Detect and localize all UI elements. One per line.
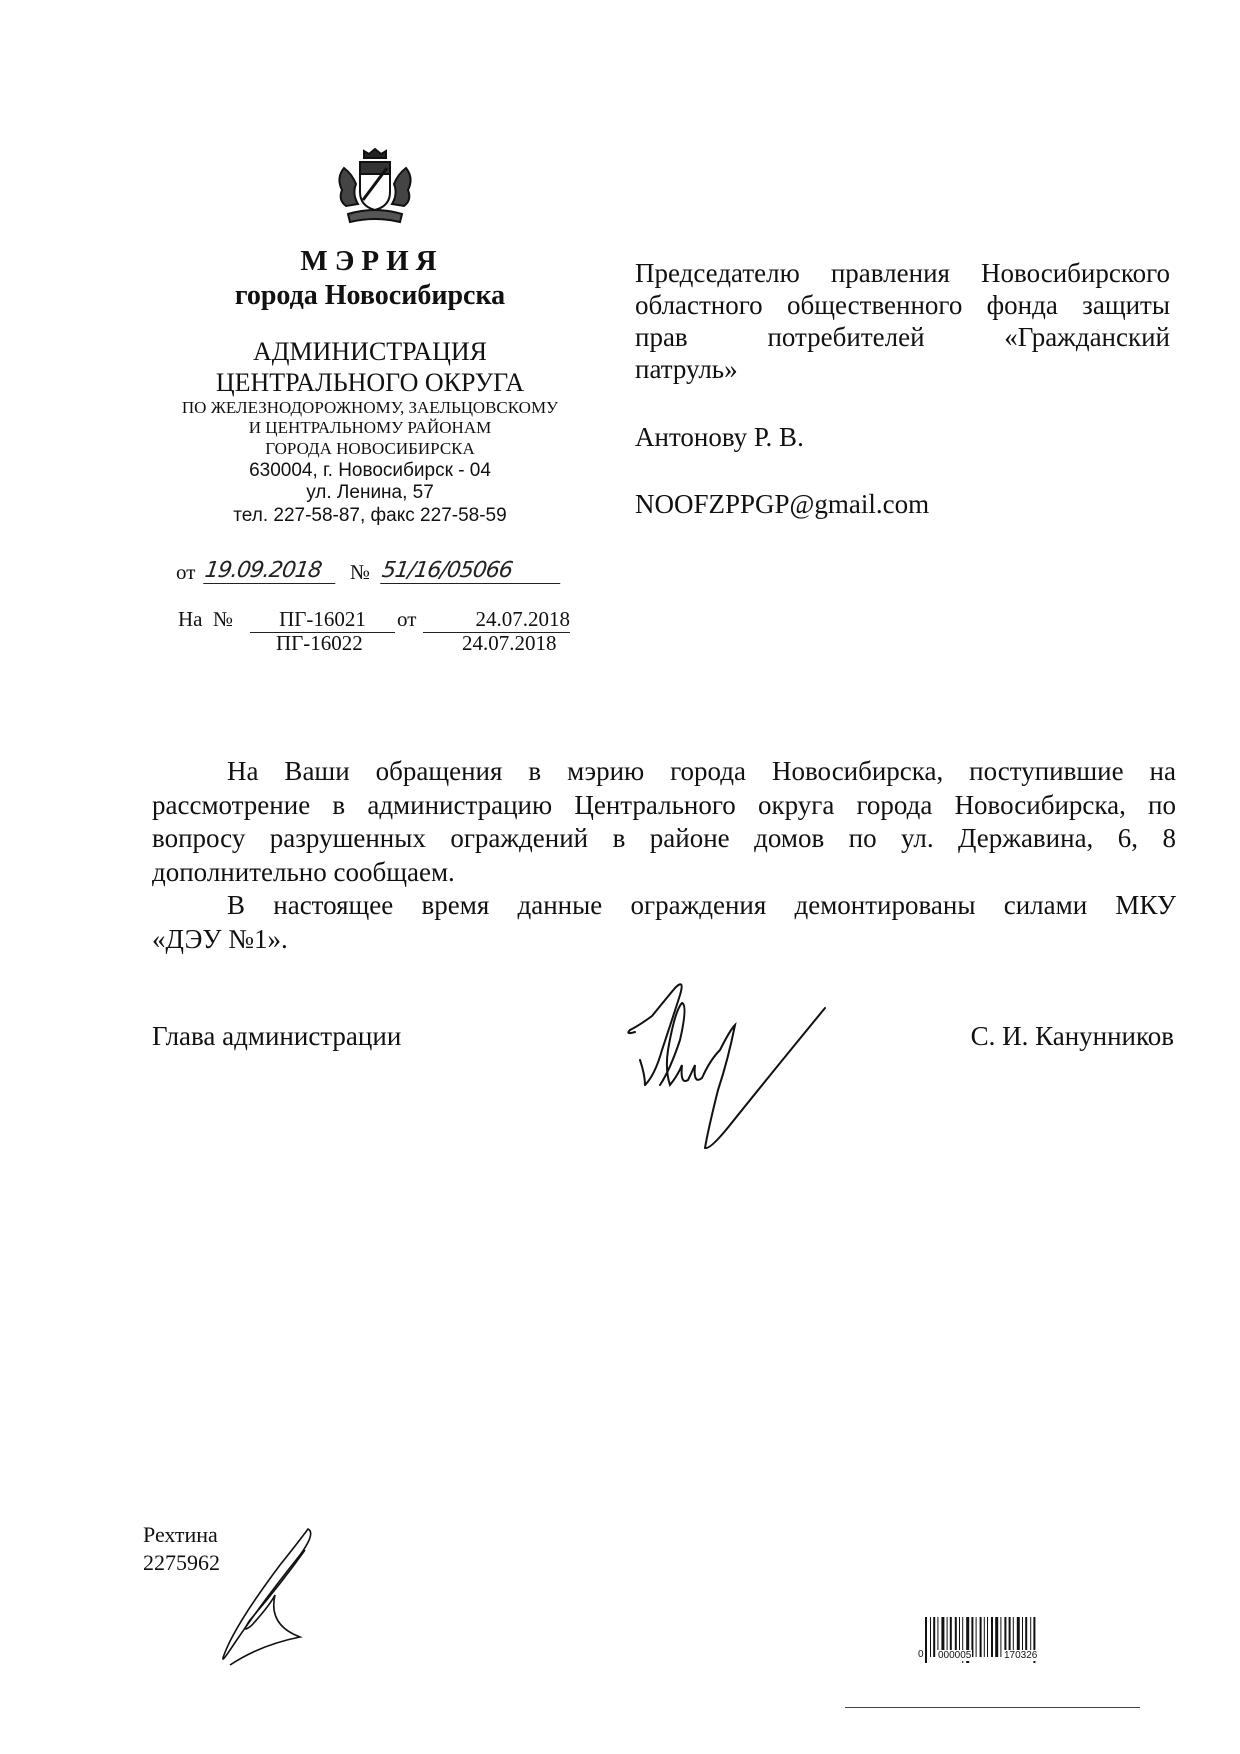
barcode-bar [984,1617,985,1657]
handwritten-signature [580,960,880,1180]
barcode-digits-right: 170326 [1004,1650,1038,1661]
addressee-email[interactable]: NOOFZPPGP@gmail.com [635,489,930,519]
barcode-bar [987,1617,988,1657]
reference-date-1: 24.07.2018 [423,607,570,633]
body-line: вопросу разрушенных ограждений в районе домов по ул. Державина, 6, 8 [152,823,1176,853]
outgoing-date: 19.09.2018 [203,558,339,584]
letter-body [152,755,1176,956]
reference-number-2: ПГ-16022 [276,631,363,655]
body-line: В настоящее время данные ограждения демонтированы силами МКУ [227,890,1176,920]
barcode-bar [1000,1617,1001,1657]
barcode-bar [925,1617,927,1663]
barcode-bar [930,1617,931,1657]
document-barcode [918,1617,1057,1663]
barcode-bar [995,1617,998,1657]
mayoralty-title: МЭРИЯ [300,245,444,277]
body-line: «ДЭУ №1». [152,923,288,954]
body-line: дополнительно сообщаем. [152,856,455,887]
addressee-block [635,257,1170,385]
mayoralty-city: города Новосибирска [234,280,506,311]
barcode-bar [976,1617,977,1657]
signatory-position: Глава администрации [152,1021,402,1051]
administration-line-2: ЦЕНТРАЛЬНОГО ОКРУГА [215,368,525,397]
barcode-bar [980,1617,982,1657]
districts-line-2: И ЦЕНТРАЛЬНОМУ РАЙОНАМ [248,418,492,437]
districts-line-1: ПО ЖЕЛЕЗНОДОРОЖНОМУ, ЗАЕЛЬЦОВСКОМУ [181,398,559,417]
postal-address: 630004, г. Новосибирск - 04 [249,460,491,481]
districts-line-3: ГОРОДА НОВОСИБИРСКА [265,439,475,458]
signatory-name: С. И. Канунников [970,1021,1174,1051]
addressee-line: Председателю правления Новосибирского [635,258,1170,288]
executor-signature [190,1525,320,1670]
barcode-digit-left: 0 [918,1649,924,1660]
reference-date-2: 24.07.2018 [462,631,557,655]
barcode-bar [991,1617,993,1657]
barcode-bar [933,1617,935,1657]
street-address: ул. Ленина, 57 [306,482,434,503]
reference-from-label: от [397,607,417,631]
outgoing-number-label: № [350,560,371,584]
city-coat-of-arms-icon [330,148,420,230]
footer-rule [845,1707,1140,1708]
outgoing-date-label: от [176,560,196,584]
addressee-line: прав потребителей «Гражданский [635,322,1170,352]
addressee-name: Антонову Р. В. [635,422,804,452]
executor-name: Рехтина [143,1522,218,1547]
barcode-digits-mid: 000005 [938,1650,972,1661]
administration-line-1: АДМИНИСТРАЦИЯ [253,337,487,366]
reference-number-1: ПГ-16021 [250,607,395,633]
body-line: рассмотрение в администрацию Центрального округа города Новосибирска, по [152,789,1176,820]
outgoing-number: 51/16/05066 [380,558,564,584]
body-line: На Ваши обращения в мэрию города Новосибирска, поступившие на [227,756,1176,786]
reference-label: На № [178,607,234,631]
addressee-line: патруль» [635,354,738,384]
phone-fax: тел. 227-58-87, факс 227-58-59 [233,505,507,526]
executor-phone: 2275962 [143,1550,220,1575]
addressee-line: областного общественного фонда защиты [635,290,1170,320]
